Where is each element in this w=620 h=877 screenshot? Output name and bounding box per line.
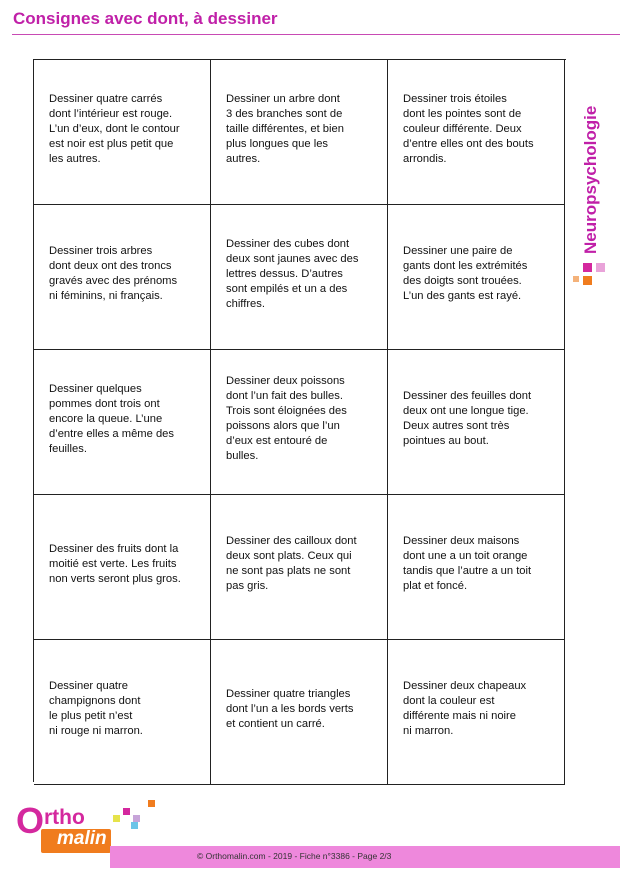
footer-text: © Orthomalin.com - 2019 - Fiche n°3386 - Page 2/3 <box>197 851 392 861</box>
instruction-card: Dessiner quatre triangles dont l’un a les bords verts et contient un carré. <box>211 640 388 785</box>
title-divider <box>12 34 620 35</box>
category-label: Neuropsychologie <box>581 105 600 254</box>
instruction-card: Dessiner quatre champignons dont le plus petit n’est ni rouge ni marron. <box>34 640 211 785</box>
instruction-card: Dessiner quelques pommes dont trois ont encore la queue. L’une d’entre elles a même des feuilles. <box>34 350 211 495</box>
logo-word-malin: malin <box>57 828 107 849</box>
instruction-card: Dessiner des cubes dont deux sont jaunes avec des lettres dessus. D’autres sont empilés et un a des chiffres. <box>211 205 388 350</box>
instruction-card: Dessiner des feuilles dont deux ont une longue tige. Deux autres sont très pointues au bout. <box>388 350 565 495</box>
instruction-card: Dessiner deux chapeaux dont la couleur est différente mais ni noire ni marron. <box>388 640 565 785</box>
page-title: Consignes avec dont, à dessiner <box>13 9 278 28</box>
instruction-card-grid <box>33 59 566 782</box>
logo-letter-o: O <box>16 800 45 841</box>
instruction-card: Dessiner des cailloux dont deux sont plats. Ceux qui ne sont pas plats ne sont pas gris. <box>211 495 388 640</box>
instruction-card: Dessiner une paire de gants dont les extrémités des doigts sont trouées. L’un des gants est rayé. <box>388 205 565 350</box>
instruction-card: Dessiner trois étoiles dont les pointes sont de couleur différente. Deux d’entre elles ont des bouts arrondis. <box>388 60 565 205</box>
logo-word-rtho: rtho <box>44 806 85 829</box>
instruction-card: Dessiner un arbre dont 3 des branches sont de taille différentes, et bien plus longues que les autres. <box>211 60 388 205</box>
instruction-card: Dessiner deux poissons dont l’un fait des bulles. Trois sont éloignées des poissons alors que l’un d’eux est entouré de bulles. <box>211 350 388 495</box>
instruction-card: Dessiner quatre carrés dont l’intérieur est rouge. L’un d’eux, dont le contour est noir est plus petit que les autres. <box>34 60 211 205</box>
instruction-card: Dessiner deux maisons dont une a un toit orange tandis que l’autre a un toit plat et foncé. <box>388 495 565 640</box>
instruction-card: Dessiner trois arbres dont deux ont des troncs gravés avec des prénoms ni féminins, ni français. <box>34 205 211 350</box>
instruction-card: Dessiner des fruits dont la moitié est verte. Les fruits non verts seront plus gros. <box>34 495 211 640</box>
